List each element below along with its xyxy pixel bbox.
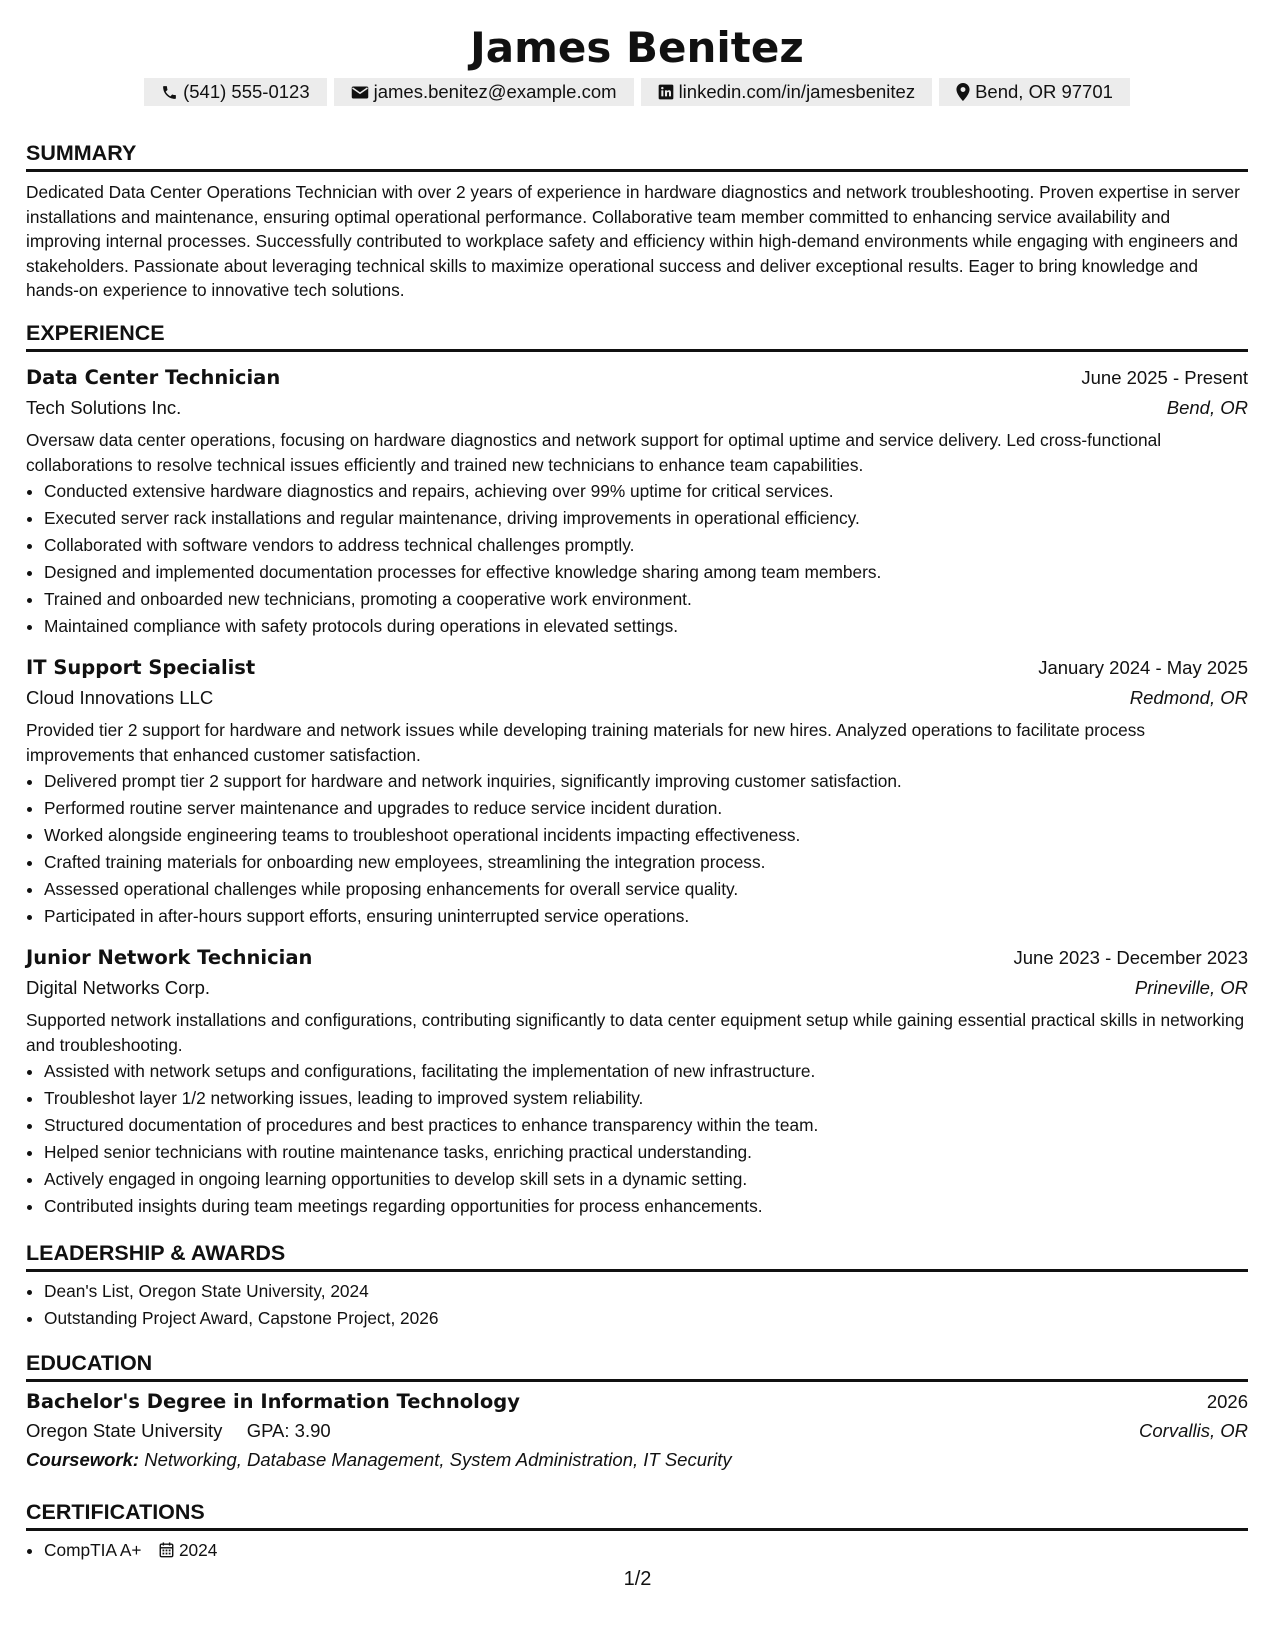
leadership-section — [26, 1240, 1248, 1332]
list-item: • Delivered prompt tier 2 support for hardware and network inquiries, significantly improving customer satisfaction. — [44, 768, 1248, 795]
certifications-section — [26, 1499, 1248, 1566]
section-title-summary: SUMMARY — [26, 140, 1248, 172]
job-description: Supported network installations and configurations, contributing significantly to data center equipment setup while gaining essential practical skills in networking and troubleshooting. — [26, 1010, 1245, 1055]
contact-phone-text: (541) 555-0123 — [183, 81, 310, 102]
map-pin-icon — [956, 83, 970, 101]
list-item: • Actively engaged in ongoing learning opportunities to develop skill sets in a dynamic setting. — [44, 1166, 1248, 1193]
company-name: Cloud Innovations LLC — [26, 687, 214, 708]
list-item: • Executed server rack installations and regular maintenance, driving improvements in operational efficiency. — [44, 505, 1248, 532]
section-title-experience: EXPERIENCE — [26, 320, 1248, 352]
job-entry — [26, 946, 1248, 1220]
job-dates: June 2025 - Present — [1081, 367, 1248, 388]
page-number: 1/2 — [623, 1568, 652, 1590]
list-item: • Helped senior technicians with routine maintenance tasks, enriching practical understanding. — [44, 1139, 1248, 1166]
certification-name: CompTIA A+ — [44, 1540, 142, 1560]
job-bullets — [26, 478, 1248, 640]
job-title: Data Center Technician — [26, 366, 281, 389]
contact-phone[interactable] — [144, 78, 327, 106]
job-description: Provided tier 2 support for hardware and network issues while developing training materials for new hires. Analyzed operations to facilitate process improvements that enhanced customer satisfaction. — [26, 720, 1146, 765]
job-bullets — [26, 768, 1248, 930]
coursework-list: Networking, Database Management, System Administration, IT Security — [144, 1449, 732, 1470]
job-title: IT Support Specialist — [26, 656, 256, 679]
degree-title: Bachelor's Degree in Information Technology — [26, 1390, 520, 1413]
contact-email[interactable] — [334, 78, 634, 106]
experience-section — [26, 320, 1248, 352]
phone-icon — [161, 84, 178, 101]
school-name: Oregon State University — [26, 1420, 223, 1441]
job-dates: January 2024 - May 2025 — [1038, 657, 1248, 678]
list-item: • Trained and onboarded new technicians, promoting a cooperative work environment. — [44, 586, 1248, 613]
contact-linkedin[interactable] — [641, 78, 933, 106]
certification-year: 2024 — [178, 1540, 218, 1560]
job-location: Redmond, OR — [1129, 687, 1248, 708]
contact-location — [939, 78, 1130, 106]
job-location: Prineville, OR — [1134, 977, 1248, 998]
company-name: Digital Networks Corp. — [26, 977, 211, 998]
candidate-name: James Benitez — [470, 23, 804, 72]
contact-location-text: Bend, OR 97701 — [975, 81, 1113, 102]
job-title: Junior Network Technician — [26, 946, 313, 969]
list-item: • Performed routine server maintenance and upgrades to reduce service incident duration. — [44, 795, 1248, 822]
job-location: Bend, OR — [1166, 397, 1248, 418]
list-item — [44, 1537, 1248, 1566]
list-item: • Maintained compliance with safety protocols during operations in elevated settings. — [44, 613, 1248, 640]
section-title-certifications: CERTIFICATIONS — [26, 1499, 1248, 1531]
job-bullets — [26, 1058, 1248, 1220]
contact-bar — [26, 78, 1248, 106]
list-item: • Collaborated with software vendors to address technical challenges promptly. — [44, 532, 1248, 559]
job-description: Oversaw data center operations, focusing on hardware diagnostics and network support for optimal uptime and service delivery. Led cross-functional collaborations to resolve technical issues efficiently and trained new technicians to enhance team capabilities. — [26, 430, 1162, 475]
list-item: • Assessed operational challenges while proposing enhancements for overall service quality. — [44, 876, 1248, 903]
list-item: • Participated in after-hours support efforts, ensuring uninterrupted service operations. — [44, 903, 1248, 930]
awards-list — [26, 1278, 1248, 1332]
gpa: GPA: 3.90 — [246, 1420, 331, 1441]
contact-email-text: james.benitez@example.com — [373, 81, 617, 102]
education-section — [26, 1350, 1248, 1471]
section-title-leadership: LEADERSHIP & AWARDS — [26, 1240, 1248, 1272]
section-title-education: EDUCATION — [26, 1350, 1248, 1382]
job-entry — [26, 366, 1248, 640]
list-item: • Outstanding Project Award, Capstone Project, 2026 — [44, 1305, 1248, 1332]
list-item: • Structured documentation of procedures and best practices to enhance transparency within the team. — [44, 1112, 1248, 1139]
school-location: Corvallis, OR — [1139, 1420, 1248, 1441]
summary-section — [26, 140, 1248, 303]
list-item: • Assisted with network setups and configurations, facilitating the implementation of new infrastructure. — [44, 1058, 1248, 1085]
envelope-icon — [351, 85, 369, 100]
linkedin-icon — [658, 84, 674, 100]
coursework — [26, 1449, 1248, 1471]
list-item: • Worked alongside engineering teams to troubleshoot operational incidents impacting effectiveness. — [44, 822, 1248, 849]
list-item: • Contributed insights during team meetings regarding opportunities for process enhancements. — [44, 1193, 1248, 1220]
list-item: • Dean's List, Oregon State University, 2024 — [44, 1278, 1248, 1305]
list-item: • Designed and implemented documentation processes for effective knowledge sharing among team members. — [44, 559, 1248, 586]
resume-page — [26, 0, 1248, 1560]
graduation-year: 2026 — [1206, 1391, 1248, 1412]
calendar-icon — [159, 1539, 174, 1566]
list-item: • Conducted extensive hardware diagnostics and repairs, achieving over 99% uptime for critical services. — [44, 478, 1248, 505]
job-dates: June 2023 - December 2023 — [1013, 947, 1248, 968]
list-item: • Crafted training materials for onboarding new employees, streamlining the integration process. — [44, 849, 1248, 876]
contact-linkedin-text: linkedin.com/in/jamesbenitez — [678, 81, 916, 102]
certifications-list — [26, 1537, 1248, 1566]
coursework-label: Coursework: — [26, 1449, 140, 1470]
summary-text: Dedicated Data Center Operations Technician with over 2 years of experience in hardware diagnostics and network troubleshooting. Proven expertise in server installations and maintenance, ensuring optimal operational performance. Collaborative team member committed to enhancing service availability and improving internal processes. Successfully contributed to workplace safety and efficiency within high-demand environments while engaging with engineers and stakeholders. Passionate about leveraging technical skills to maximize operational success and deliver exceptional results. Eager to bring knowledge and hands-on experience to innovative tech solutions. — [26, 182, 1240, 300]
job-entry — [26, 656, 1248, 930]
company-name: Tech Solutions Inc. — [26, 397, 182, 418]
list-item: • Troubleshot layer 1/2 networking issues, leading to improved system reliability. — [44, 1085, 1248, 1112]
